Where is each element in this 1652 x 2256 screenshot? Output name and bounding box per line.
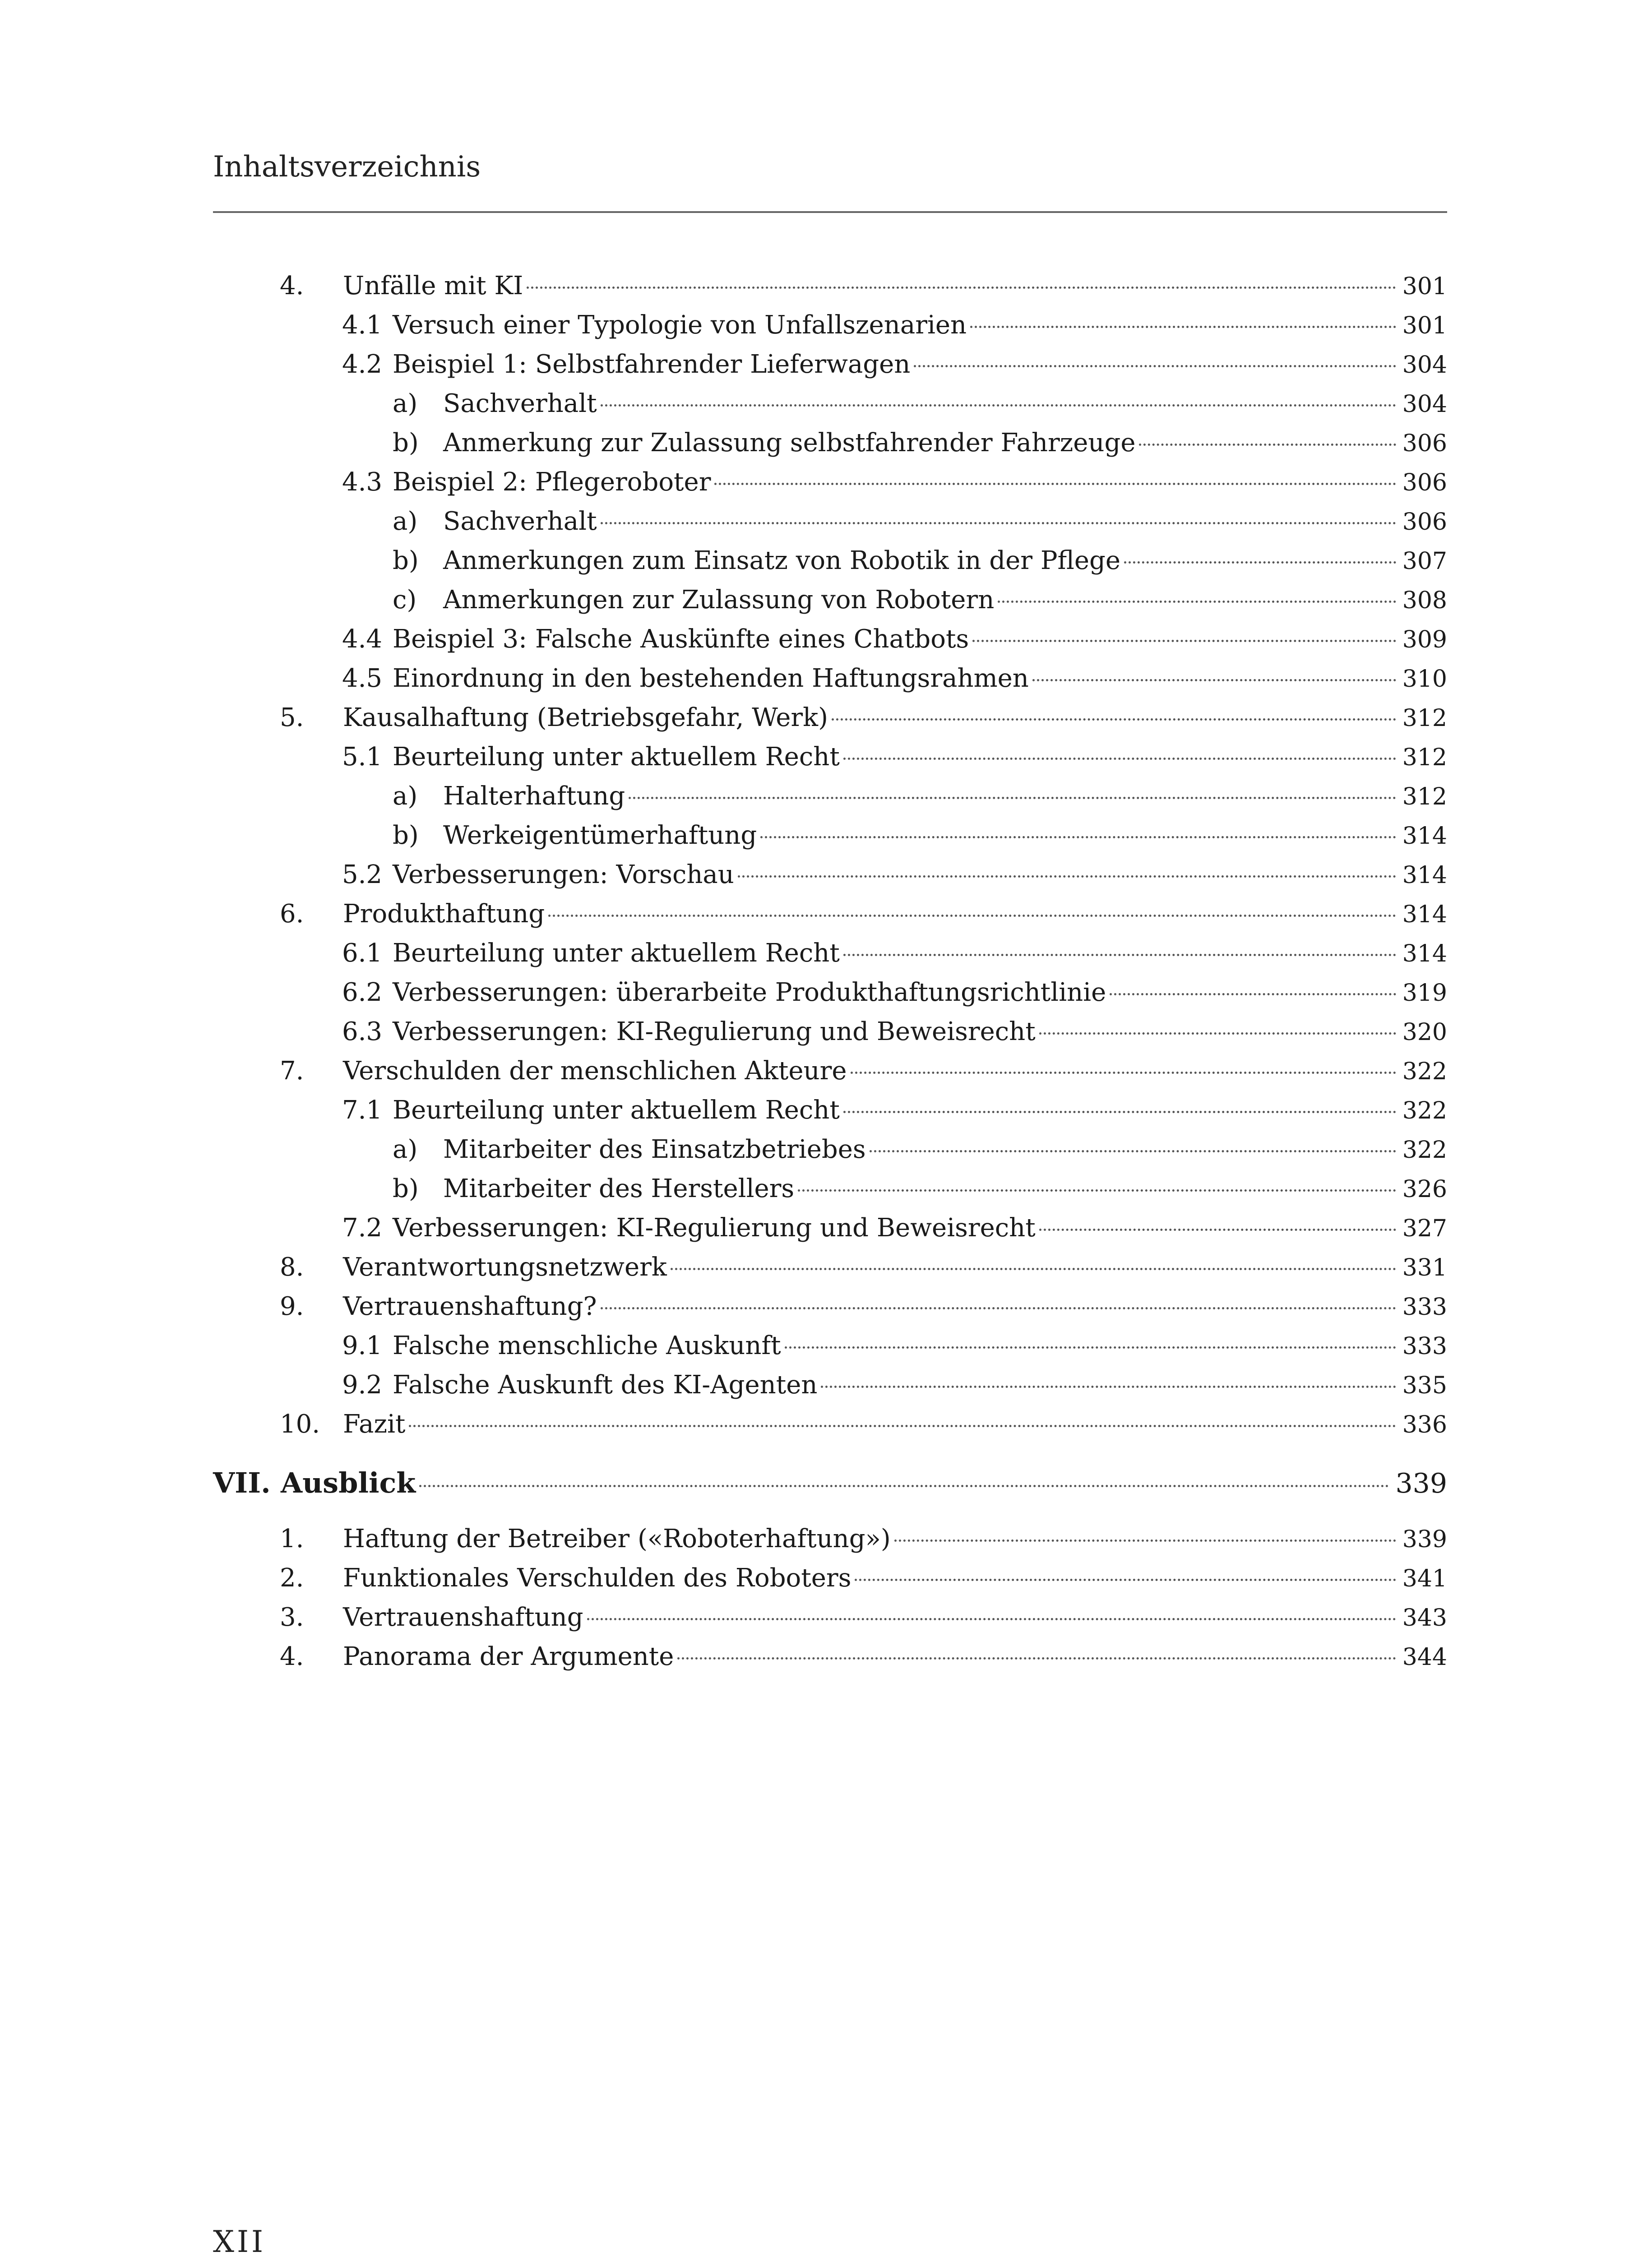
toc-entry-number: 1. [280, 1524, 304, 1553]
dot-leader [998, 601, 1396, 603]
toc-entry[interactable] [342, 1370, 1447, 1400]
toc-entry-title: Verantwortungsnetzwerk [343, 1253, 667, 1282]
toc-entry-page: 312 [1402, 783, 1447, 810]
toc-entry-number: 7.2 [342, 1213, 383, 1243]
toc-entry-page: 326 [1402, 1176, 1447, 1203]
toc-entry-page: 306 [1402, 469, 1447, 496]
toc-entry[interactable] [280, 1641, 1447, 1672]
toc-entry-number: 8. [280, 1253, 304, 1282]
toc-entry-number: 5.2 [342, 860, 383, 889]
toc-entry[interactable] [342, 1213, 1447, 1243]
toc-entry-title: Falsche menschliche Auskunft [393, 1331, 781, 1360]
toc-entry-number: 9.1 [342, 1331, 383, 1360]
toc-entry-page: 322 [1402, 1137, 1447, 1164]
toc-entry-title: Werkeigentümerhaftung [443, 821, 757, 850]
toc-entry[interactable] [280, 1563, 1447, 1593]
toc-entry-number: 4. [280, 1642, 304, 1671]
toc-entry-title: Vertrauenshaftung [343, 1603, 583, 1632]
toc-entry-title: Halterhaftung [443, 781, 625, 811]
toc-entry-page: 304 [1402, 351, 1447, 379]
toc-entry[interactable] [342, 624, 1447, 654]
toc-entry-title: Ausblick [281, 1466, 416, 1499]
toc-entry-number: 6.2 [342, 978, 383, 1007]
toc-entry-page: 306 [1402, 430, 1447, 457]
toc-entry-title: Beispiel 1: Selbstfahrender Lieferwagen [393, 350, 911, 379]
toc-entry-number: 4. [280, 271, 304, 300]
dot-leader [629, 797, 1396, 799]
toc-entry[interactable] [280, 1291, 1447, 1322]
toc-entry-number: c) [393, 585, 417, 615]
toc-entry[interactable] [280, 899, 1447, 929]
running-head: Inhaltsverzeichnis [213, 150, 481, 184]
toc-entry-title: Beurteilung unter aktuellem Recht [393, 938, 840, 968]
toc-entry-page: 343 [1402, 1604, 1447, 1632]
toc-entry[interactable] [393, 1134, 1447, 1165]
toc-entry-page: 310 [1402, 666, 1447, 693]
dot-leader [527, 287, 1396, 289]
toc-entry-number: 5. [280, 703, 304, 732]
dot-leader [601, 522, 1396, 524]
dot-leader [548, 915, 1396, 917]
toc-entry-title: Mitarbeiter des Herstellers [443, 1174, 795, 1203]
toc-entry-number: 4.3 [342, 467, 383, 497]
toc-entry[interactable] [393, 506, 1447, 536]
toc-entry[interactable] [342, 1095, 1447, 1125]
toc-entry-number: VII. [213, 1466, 271, 1499]
toc-entry-page: 301 [1402, 273, 1447, 300]
toc-entry-title: Beurteilung unter aktuellem Recht [393, 742, 840, 772]
toc-entry-page: 344 [1402, 1644, 1447, 1671]
toc-entry-number: a) [393, 1135, 418, 1164]
toc-entry-page: 312 [1402, 705, 1447, 732]
dot-leader [870, 1150, 1396, 1152]
dot-leader [1110, 993, 1396, 995]
dot-leader [894, 1539, 1396, 1542]
toc-entry-page: 314 [1402, 901, 1447, 928]
toc-entry[interactable] [393, 546, 1447, 576]
toc-entry[interactable] [280, 1252, 1447, 1282]
toc-entry-title: Anmerkungen zum Einsatz von Robotik in der Pflege [443, 546, 1121, 575]
toc-entry-title: Sachverhalt [443, 389, 597, 418]
toc-entry-number: 4.4 [342, 624, 383, 654]
toc-entry-page: 314 [1402, 940, 1447, 967]
toc-entry-title: Unfälle mit KI [343, 271, 523, 300]
toc-entry-number: 3. [280, 1603, 304, 1632]
toc-entry[interactable] [342, 938, 1447, 968]
toc-entry[interactable] [342, 349, 1447, 379]
toc-entry[interactable] [393, 820, 1447, 851]
dot-leader [738, 875, 1396, 878]
dot-leader [760, 836, 1396, 838]
toc-entry-number: 5.1 [342, 742, 383, 772]
toc-entry-page: 314 [1402, 862, 1447, 889]
toc-entry-page: 322 [1402, 1097, 1447, 1124]
toc-entry-page: 339 [1395, 1468, 1447, 1499]
toc-entry-number: 10. [280, 1410, 320, 1439]
dot-leader [677, 1657, 1396, 1660]
dot-leader [843, 954, 1396, 956]
toc-entry-title: Beurteilung unter aktuellem Recht [393, 1096, 840, 1125]
dot-leader [1032, 679, 1396, 681]
dot-leader [409, 1425, 1396, 1427]
toc-entry-page: 341 [1402, 1565, 1447, 1592]
toc-entry[interactable] [342, 467, 1447, 497]
toc-entry-page: 314 [1402, 823, 1447, 850]
toc-entry[interactable] [342, 860, 1447, 890]
toc-entry-number: 6.1 [342, 938, 383, 968]
dot-leader [1039, 1229, 1396, 1231]
toc-entry-title: Falsche Auskunft des KI-Agenten [393, 1370, 818, 1400]
dot-leader [798, 1189, 1396, 1192]
toc-entry-title: Beispiel 3: Falsche Auskünfte eines Chatbots [393, 624, 969, 654]
toc-entry-page: 306 [1402, 509, 1447, 536]
dot-leader [587, 1618, 1396, 1620]
dot-leader [843, 1111, 1396, 1113]
toc-entry[interactable] [393, 1174, 1447, 1204]
dot-leader [843, 758, 1396, 760]
toc-entry-title: Sachverhalt [443, 507, 597, 536]
toc-entry-page: 304 [1402, 391, 1447, 418]
toc-entry-number: 9.2 [342, 1370, 383, 1400]
toc-entry-number: 4.2 [342, 350, 383, 379]
toc-entry[interactable] [280, 1409, 1447, 1439]
toc-entry-number: a) [393, 507, 418, 536]
toc-entry[interactable] [342, 1331, 1447, 1361]
dot-leader [785, 1346, 1396, 1349]
toc-entry-page: 333 [1402, 1333, 1447, 1360]
toc-entry-page: 331 [1402, 1254, 1447, 1281]
page-number: XII [213, 2224, 266, 2256]
toc-entry-title: Anmerkung zur Zulassung selbstfahrender Fahrzeuge [443, 428, 1136, 458]
dot-leader [1039, 1032, 1396, 1035]
toc-entry-page: 320 [1402, 1019, 1447, 1046]
toc-entry[interactable] [280, 271, 1447, 301]
toc-entry[interactable] [393, 585, 1447, 615]
toc-entry-title: Verschulden der menschlichen Akteure [343, 1056, 847, 1086]
toc-entry-page: 333 [1402, 1294, 1447, 1321]
toc-entry-page: 319 [1402, 980, 1447, 1007]
toc-entry-title: Mitarbeiter des Einsatzbetriebes [443, 1135, 866, 1164]
toc-entry[interactable] [280, 1602, 1447, 1632]
toc-entry-title: Haftung der Betreiber («Roboterhaftung») [343, 1524, 891, 1553]
dot-leader [1124, 561, 1396, 564]
toc-entry[interactable] [342, 1017, 1447, 1047]
toc-entry-page: 309 [1402, 626, 1447, 653]
toc-entry-page: 312 [1402, 744, 1447, 771]
toc-chapter-entry[interactable] [213, 1466, 1447, 1500]
toc-entry-number: b) [393, 1174, 419, 1203]
dot-leader [970, 326, 1396, 328]
toc-entry-title: Versuch einer Typologie von Unfallszenarien [393, 310, 967, 340]
toc-entry-number: 4.5 [342, 664, 383, 693]
toc-entry-number: 7. [280, 1056, 304, 1086]
toc-entry-page: 322 [1402, 1058, 1447, 1085]
toc-entry-page: 327 [1402, 1215, 1447, 1242]
toc-entry-title: Anmerkungen zur Zulassung von Robotern [443, 585, 995, 615]
toc-entry-title: Kausalhaftung (Betriebsgefahr, Werk) [343, 703, 828, 732]
toc-entry[interactable] [342, 663, 1447, 693]
dot-leader [851, 1072, 1396, 1074]
toc-entry-page: 308 [1402, 587, 1447, 614]
toc-entry-number: 6.3 [342, 1017, 383, 1046]
dot-leader [914, 365, 1396, 367]
dot-leader [601, 404, 1396, 407]
toc-entry-number: b) [393, 428, 419, 458]
toc-entry-number: 6. [280, 899, 304, 929]
toc-entry[interactable] [393, 428, 1447, 458]
toc-entry-number: b) [393, 546, 419, 575]
toc-entry-title: Verbesserungen: KI-Regulierung und Beweisrecht [393, 1017, 1036, 1046]
toc-entry-page: 307 [1402, 548, 1447, 575]
dot-leader [972, 640, 1396, 642]
toc-entry-title: Fazit [343, 1410, 406, 1439]
dot-leader [821, 1386, 1396, 1388]
toc-entry[interactable] [280, 1524, 1447, 1554]
toc-entry-page: 301 [1402, 312, 1447, 339]
toc-entry-number: a) [393, 781, 418, 811]
toc-entry-title: Beispiel 2: Pflegeroboter [393, 467, 711, 497]
toc-entry-title: Einordnung in den bestehenden Haftungsrahmen [393, 664, 1029, 693]
header-rule [213, 211, 1447, 213]
toc-entry-number: a) [393, 389, 418, 418]
dot-leader [1139, 444, 1396, 446]
toc-entry-number: 7.1 [342, 1096, 383, 1125]
toc-entry-page: 339 [1402, 1526, 1447, 1553]
toc-entry-page: 335 [1402, 1372, 1447, 1399]
dot-leader [671, 1268, 1396, 1270]
toc-entry-title: Verbesserungen: Vorschau [393, 860, 734, 889]
toc-entry-title: Verbesserungen: überarbeite Produkthaftungsrichtlinie [393, 978, 1106, 1007]
toc-entry[interactable] [280, 1056, 1447, 1086]
toc-entry[interactable] [342, 977, 1447, 1008]
toc-entry-number: 4.1 [342, 310, 383, 340]
toc-entry-number: 9. [280, 1292, 304, 1321]
dot-leader [855, 1579, 1396, 1581]
toc-entry[interactable] [393, 388, 1447, 419]
toc-entry-page: 336 [1402, 1411, 1447, 1438]
toc-entry-number: b) [393, 821, 419, 850]
dot-leader [714, 483, 1396, 485]
toc-entry-title: Funktionales Verschulden des Roboters [343, 1563, 851, 1593]
toc-entry-number: 2. [280, 1563, 304, 1593]
toc-entry-title: Produkthaftung [343, 899, 545, 929]
toc-entry[interactable] [280, 703, 1447, 733]
toc-entry-title: Verbesserungen: KI-Regulierung und Beweisrecht [393, 1213, 1036, 1243]
toc-entry[interactable] [342, 310, 1447, 340]
dot-leader [601, 1307, 1396, 1309]
toc-entry[interactable] [393, 781, 1447, 811]
dot-leader [419, 1485, 1389, 1487]
dot-leader [832, 718, 1396, 721]
toc-entry-title: Vertrauenshaftung? [343, 1292, 597, 1321]
toc-entry-title: Panorama der Argumente [343, 1642, 674, 1671]
toc-entry[interactable] [342, 742, 1447, 772]
